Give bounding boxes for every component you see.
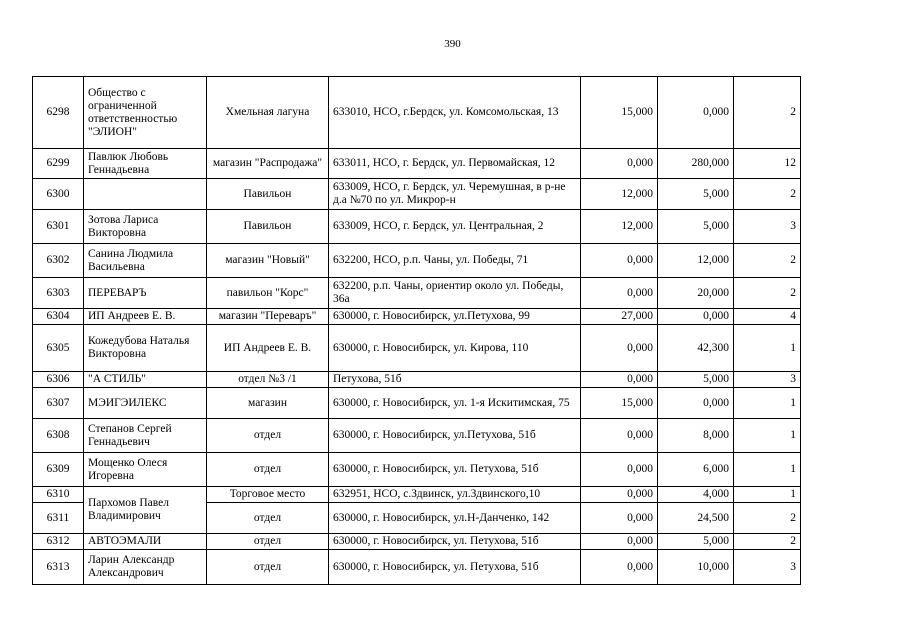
value-2: 6,000 — [658, 453, 734, 487]
address: 630000, г. Новосибирск, ул.Петухова, 51б — [329, 419, 581, 453]
row-number: 6298 — [33, 77, 84, 149]
value-1: 12,000 — [581, 179, 658, 210]
value-1: 0,000 — [581, 534, 658, 550]
object-name: магазин — [207, 388, 329, 419]
object-name: отдел — [207, 550, 329, 585]
row-number: 6311 — [33, 503, 84, 534]
value-2: 20,000 — [658, 278, 734, 309]
row-number: 6312 — [33, 534, 84, 550]
value-1: 0,000 — [581, 278, 658, 309]
value-3: 2 — [734, 534, 801, 550]
address: 632951, НСО, с.Здвинск, ул.Здвинского,10 — [329, 487, 581, 503]
value-1: 27,000 — [581, 309, 658, 325]
row-number: 6303 — [33, 278, 84, 309]
value-1: 0,000 — [581, 244, 658, 278]
object-name: магазин "Новый" — [207, 244, 329, 278]
table-row — [33, 244, 801, 278]
table-row — [33, 278, 801, 309]
value-2: 0,000 — [658, 77, 734, 149]
value-2: 12,000 — [658, 244, 734, 278]
value-3: 2 — [734, 179, 801, 210]
value-2: 5,000 — [658, 534, 734, 550]
registry-table-body — [33, 77, 801, 585]
object-name: Торговое место — [207, 487, 329, 503]
value-3: 12 — [734, 149, 801, 179]
row-number: 6308 — [33, 419, 84, 453]
row-number: 6310 — [33, 487, 84, 503]
owner-name: Кожедубова Наталья Викторовна — [84, 325, 207, 372]
owner-name: МЭИГЭИЛЕКС — [84, 388, 207, 419]
value-2: 5,000 — [658, 372, 734, 388]
object-name: отдел — [207, 419, 329, 453]
value-3: 4 — [734, 309, 801, 325]
table-row — [33, 534, 801, 550]
registry-table — [32, 76, 801, 585]
table-row — [33, 325, 801, 372]
value-2: 5,000 — [658, 210, 734, 244]
value-1: 0,000 — [581, 487, 658, 503]
value-3: 2 — [734, 244, 801, 278]
object-name: отдел — [207, 534, 329, 550]
page-number: 390 — [444, 38, 461, 50]
value-3: 2 — [734, 77, 801, 149]
owner-name: Ларин Александр Александрович — [84, 550, 207, 585]
table-row — [33, 487, 801, 503]
owner-name: Санина Людмила Васильевна — [84, 244, 207, 278]
object-name: магазин "Переваръ" — [207, 309, 329, 325]
value-2: 280,000 — [658, 149, 734, 179]
value-1: 0,000 — [581, 453, 658, 487]
table-row — [33, 149, 801, 179]
value-1: 0,000 — [581, 419, 658, 453]
row-number: 6300 — [33, 179, 84, 210]
table-row — [33, 419, 801, 453]
table-row — [33, 77, 801, 149]
address: 630000, г. Новосибирск, ул. Кирова, 110 — [329, 325, 581, 372]
value-2: 10,000 — [658, 550, 734, 585]
object-name: Павильон — [207, 210, 329, 244]
address: 633009, НСО, г. Бердск, ул. Черемушная, в р-не д.а №70 по ул. Микрор-н — [329, 179, 581, 210]
object-name: магазин "Распродажа" — [207, 149, 329, 179]
value-2: 0,000 — [658, 388, 734, 419]
row-number: 6309 — [33, 453, 84, 487]
row-number: 6306 — [33, 372, 84, 388]
value-2: 24,500 — [658, 503, 734, 534]
value-3: 3 — [734, 550, 801, 585]
row-number: 6302 — [33, 244, 84, 278]
object-name: Хмельная лагуна — [207, 77, 329, 149]
address: 630000, г. Новосибирск, ул. Петухова, 51б — [329, 534, 581, 550]
table-row — [33, 453, 801, 487]
owner-name: ПЕРЕВАРЪ — [84, 278, 207, 309]
address: Петухова, 51б — [329, 372, 581, 388]
address: 633011, НСО, г. Бердск, ул. Первомайская, 12 — [329, 149, 581, 179]
owner-name: Зотова Лариса Викторовна — [84, 210, 207, 244]
value-3: 1 — [734, 388, 801, 419]
owner-name: Общество с ограниченной ответственностью "ЭЛИОН" — [84, 77, 207, 149]
row-number: 6305 — [33, 325, 84, 372]
table-row — [33, 388, 801, 419]
row-number: 6299 — [33, 149, 84, 179]
table-row — [33, 210, 801, 244]
value-1: 0,000 — [581, 372, 658, 388]
value-3: 1 — [734, 487, 801, 503]
object-name: павильон "Корс" — [207, 278, 329, 309]
value-3: 3 — [734, 372, 801, 388]
row-number: 6313 — [33, 550, 84, 585]
owner-name — [84, 179, 207, 210]
value-2: 0,000 — [658, 309, 734, 325]
value-2: 8,000 — [658, 419, 734, 453]
value-3: 1 — [734, 325, 801, 372]
value-1: 0,000 — [581, 149, 658, 179]
owner-name: Павлюк Любовь Геннадьевна — [84, 149, 207, 179]
owner-name: ИП Андреев Е. В. — [84, 309, 207, 325]
value-2: 5,000 — [658, 179, 734, 210]
value-1: 15,000 — [581, 388, 658, 419]
value-3: 2 — [734, 278, 801, 309]
row-number: 6301 — [33, 210, 84, 244]
address: 630000, г. Новосибирск, ул. Петухова, 51б — [329, 453, 581, 487]
owner-name: Мощенко Олеся Игоревна — [84, 453, 207, 487]
owner-name: Пархомов Павел Владимирович — [84, 487, 207, 534]
table-row — [33, 372, 801, 388]
value-3: 3 — [734, 210, 801, 244]
object-name: отдел — [207, 503, 329, 534]
row-number: 6307 — [33, 388, 84, 419]
value-1: 0,000 — [581, 550, 658, 585]
address: 632200, р.п. Чаны, ориентир около ул. Победы, 36а — [329, 278, 581, 309]
table-row — [33, 309, 801, 325]
value-1: 0,000 — [581, 325, 658, 372]
object-name: отдел №3 /1 — [207, 372, 329, 388]
object-name: ИП Андреев Е. В. — [207, 325, 329, 372]
address: 632200, НСО, р.п. Чаны, ул. Победы, 71 — [329, 244, 581, 278]
value-2: 4,000 — [658, 487, 734, 503]
address: 630000, г. Новосибирск, ул.Петухова, 99 — [329, 309, 581, 325]
table-row — [33, 550, 801, 585]
owner-name: "А СТИЛЬ" — [84, 372, 207, 388]
value-1: 15,000 — [581, 77, 658, 149]
value-3: 1 — [734, 453, 801, 487]
table-row — [33, 179, 801, 210]
object-name: отдел — [207, 453, 329, 487]
row-number: 6304 — [33, 309, 84, 325]
owner-name: АВТОЭМАЛИ — [84, 534, 207, 550]
owner-name: Степанов Сергей Геннадьевич — [84, 419, 207, 453]
object-name: Павильон — [207, 179, 329, 210]
address: 630000, г. Новосибирск, ул. 1-я Искитимская, 75 — [329, 388, 581, 419]
value-3: 2 — [734, 503, 801, 534]
address: 630000, г. Новосибирск, ул. Петухова, 51б — [329, 550, 581, 585]
value-1: 0,000 — [581, 503, 658, 534]
value-1: 12,000 — [581, 210, 658, 244]
value-2: 42,300 — [658, 325, 734, 372]
address: 633009, НСО, г. Бердск, ул. Центральная, 2 — [329, 210, 581, 244]
address: 630000, г. Новосибирск, ул.Н-Данченко, 142 — [329, 503, 581, 534]
address: 633010, НСО, г.Бердск, ул. Комсомольская, 13 — [329, 77, 581, 149]
value-3: 1 — [734, 419, 801, 453]
